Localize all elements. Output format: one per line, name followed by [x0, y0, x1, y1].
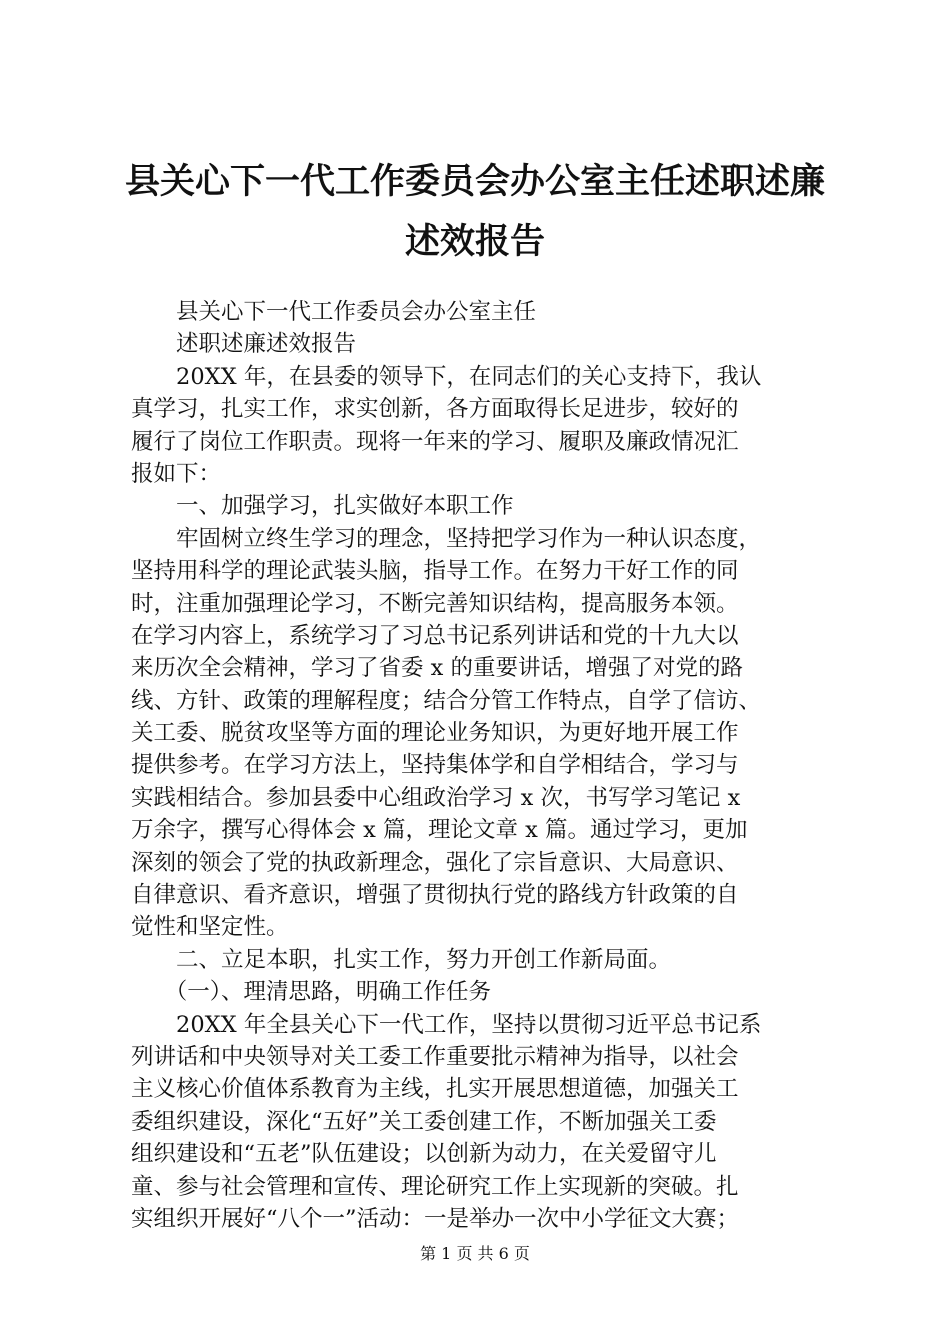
body-line: 述职述廉述效报告	[131, 331, 357, 358]
document-title-line-1: 县关心下一代工作委员会办公室主任述职述廉	[124, 161, 825, 202]
body-line: 自律意识、看齐意识，增强了贯彻执行党的路线方针政策的自	[131, 882, 739, 909]
body-line: 万余字，撰写心得体会 x 篇，理论文章 x 篇。通过学习，更加	[131, 817, 748, 844]
section-heading: 一、加强学习，扎实做好本职工作	[131, 493, 514, 520]
section-heading: 二、立足本职，扎实工作，努力开创工作新局面。	[131, 946, 672, 973]
body-line: 履行了岗位工作职责。现将一年来的学习、履职及廉政情况汇	[131, 428, 739, 455]
body-line: 觉性和坚定性。	[131, 914, 289, 941]
body-line: 列讲话和中央领导对关工委工作重要批示精神为指导，以社会	[131, 1043, 739, 1070]
body-line: 提供参考。在学习方法上，坚持集体学和自学相结合，学习与	[131, 752, 739, 779]
body-line: 关工委、脱贫攻坚等方面的理论业务知识，为更好地开展工作	[131, 720, 739, 747]
body-line: 在学习内容上，系统学习了习总书记系列讲话和党的十九大以	[131, 622, 739, 649]
body-line: 来历次全会精神，学习了省委 x 的重要讲话，增强了对党的路	[131, 655, 743, 682]
body-line: 20XX 年全县关心下一代工作，坚持以贯彻习近平总书记系	[131, 1011, 762, 1038]
body-line: 20XX 年，在县委的领导下，在同志们的关心支持下，我认	[131, 363, 762, 390]
body-line: 深刻的领会了党的执政新理念，强化了宗旨意识、大局意识、	[131, 849, 739, 876]
body-line: 组织建设和“五老”队伍建设；以创新为动力，在关爱留守儿	[131, 1141, 717, 1168]
document-title-line-2: 述效报告	[404, 221, 545, 262]
body-line: 实践相结合。参加县委中心组政治学习 x 次，书写学习笔记 x	[131, 784, 741, 811]
subsection-heading: （一）、理清思路，明确工作任务	[131, 979, 492, 1006]
body-line: 牢固树立终生学习的理念，坚持把学习作为一种认识态度，	[131, 525, 762, 552]
body-line: 童、参与社会管理和宣传、理论研究工作上实现新的突破。扎	[131, 1173, 739, 1200]
document-body	[131, 296, 831, 1235]
body-line: 真学习，扎实工作，求实创新，各方面取得长足进步，较好的	[131, 396, 739, 423]
body-line: 委组织建设，深化“五好”关工委创建工作，不断加强关工委	[131, 1108, 717, 1135]
body-line: 线、方针、政策的理解程度；结合分管工作特点，自学了信访、	[131, 687, 762, 714]
body-line: 时，注重加强理论学习，不断完善知识结构，提高服务本领。	[131, 590, 739, 617]
body-line: 主义核心价值体系教育为主线，扎实开展思想道德，加强关工	[131, 1076, 739, 1103]
body-line: 报如下：	[131, 460, 222, 487]
body-line: 县关心下一代工作委员会办公室主任	[131, 299, 537, 325]
body-line: 实组织开展好“八个一”活动：一是举办一次中小学征文大赛；	[131, 1205, 740, 1232]
body-line: 坚持用科学的理论武装头脑，指导工作。在努力干好工作的同	[131, 558, 739, 585]
page-number-footer: 第 1 页 共 6 页	[420, 1244, 530, 1263]
